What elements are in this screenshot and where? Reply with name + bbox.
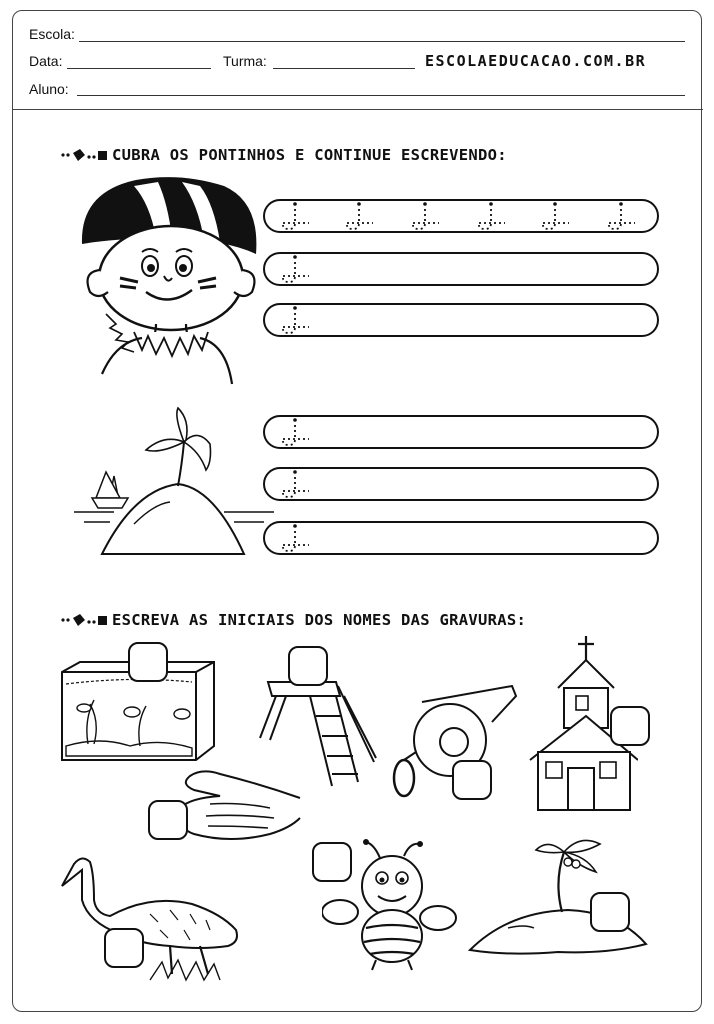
trace-letter-j-icon <box>265 305 657 335</box>
trace-row[interactable] <box>263 199 659 233</box>
emu-picture <box>60 850 256 982</box>
trace-row[interactable] <box>263 521 659 555</box>
trace-letter-j-icon <box>265 201 657 231</box>
date-line[interactable] <box>67 68 211 69</box>
initial-answer-box[interactable] <box>590 892 630 932</box>
student-line[interactable] <box>77 95 685 96</box>
trace-row[interactable] <box>263 415 659 449</box>
initial-answer-box[interactable] <box>104 928 144 968</box>
initial-answer-box[interactable] <box>610 706 650 746</box>
school-label: Escola: <box>29 26 75 42</box>
indigenous-boy-illustration <box>76 174 262 388</box>
initial-answer-box[interactable] <box>452 760 492 800</box>
trace-letter-j-icon <box>265 469 657 499</box>
trace-row[interactable] <box>263 303 659 337</box>
school-line[interactable] <box>79 41 685 42</box>
header <box>13 11 703 110</box>
instruction-trace: CUBRA OS PONTINHOS E CONTINUE ESCREVENDO: <box>112 146 507 164</box>
brand-text: ESCOLAEDUCACAO.COM.BR <box>425 52 647 70</box>
initial-answer-box[interactable] <box>128 642 168 682</box>
trace-row[interactable] <box>263 467 659 501</box>
student-label: Aluno: <box>29 81 69 97</box>
trace-letter-j-icon <box>265 417 657 447</box>
instruction-initials: ESCREVA AS INICIAIS DOS NOMES DAS GRAVURAS: <box>112 611 527 629</box>
initial-answer-box[interactable] <box>148 800 188 840</box>
trace-letter-j-icon <box>265 523 657 553</box>
class-label: Turma: <box>223 53 267 69</box>
bullet-icon <box>60 147 108 163</box>
trace-letter-j-icon <box>265 254 657 284</box>
island-with-palm-tree-illustration <box>74 404 274 574</box>
bullet-icon <box>60 612 108 628</box>
trace-row[interactable] <box>263 252 659 286</box>
date-label: Data: <box>29 53 63 69</box>
class-line[interactable] <box>273 68 415 69</box>
initial-answer-box[interactable] <box>312 842 352 882</box>
initial-answer-box[interactable] <box>288 646 328 686</box>
